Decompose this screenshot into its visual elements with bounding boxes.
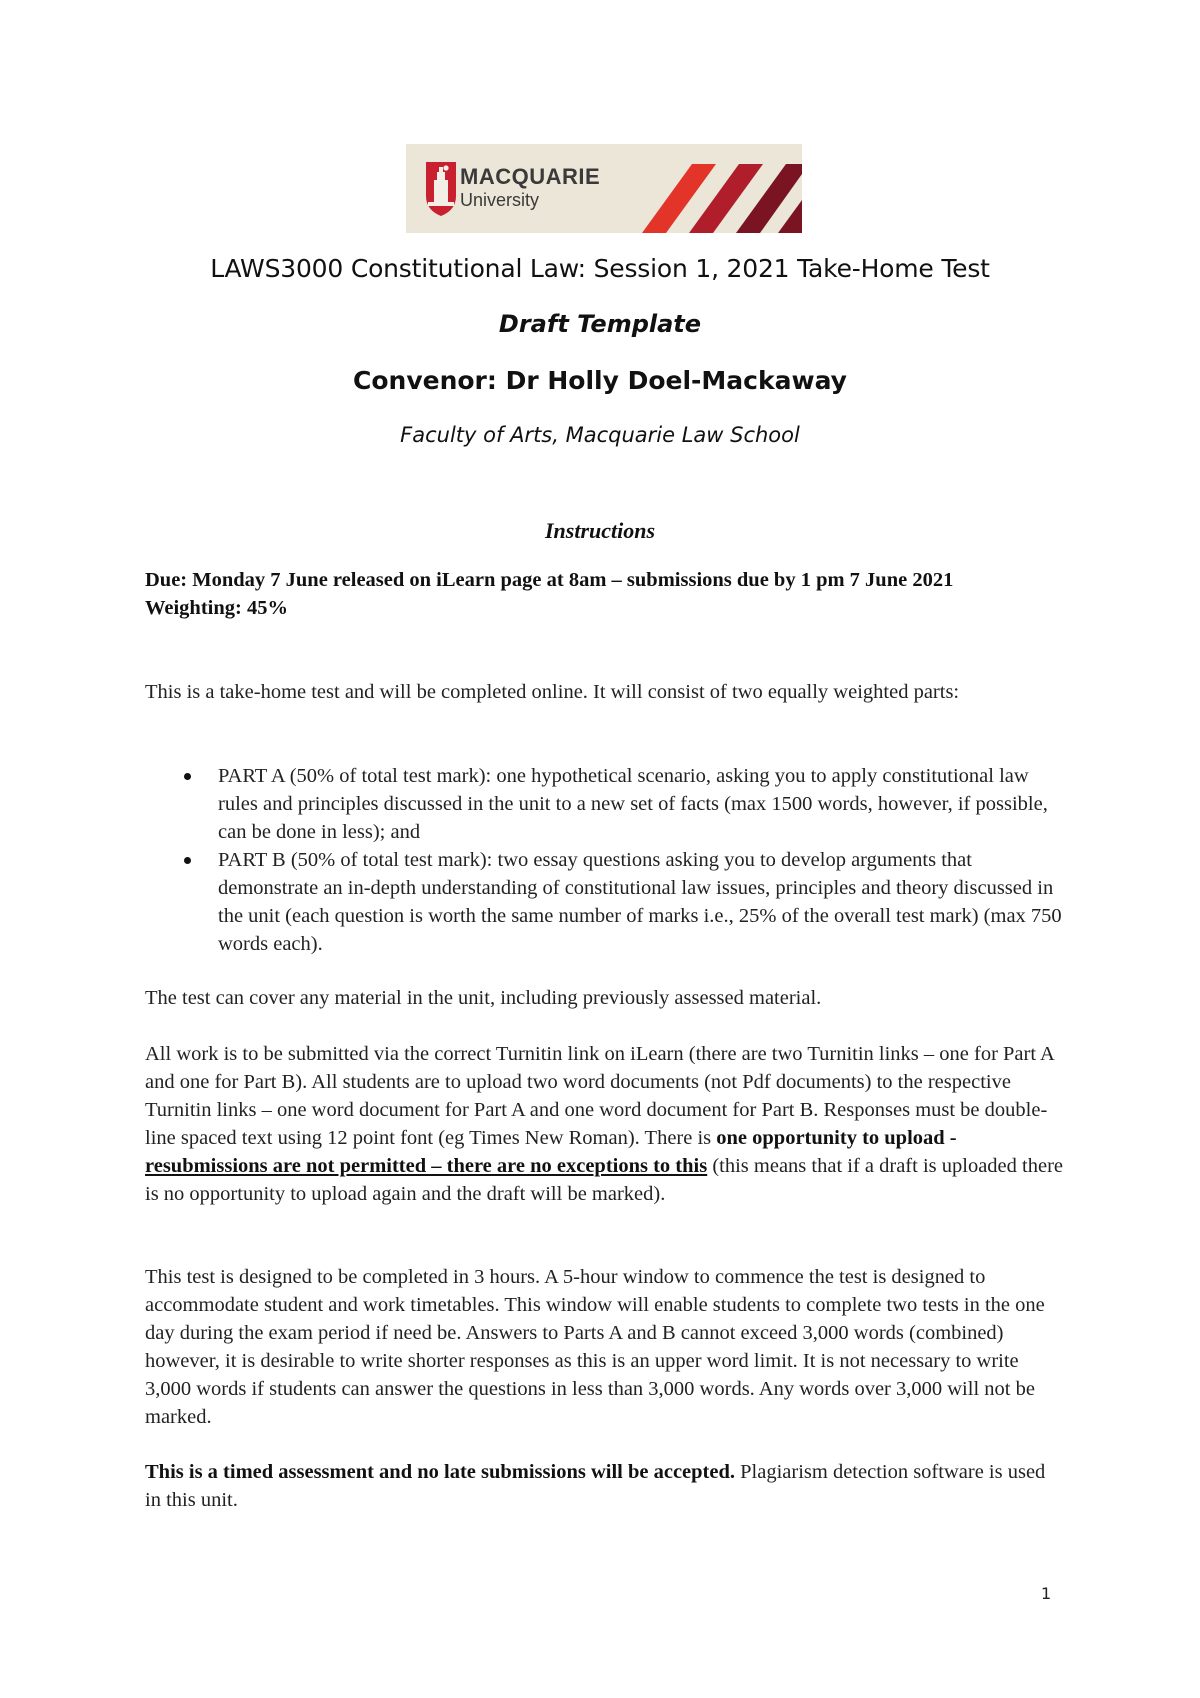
timed-emphasis: This is a timed assessment and no late submissions will be accepted. — [145, 1461, 736, 1483]
university-logo-banner — [406, 144, 802, 233]
due-block — [145, 566, 1065, 622]
submission-paragraph — [145, 1040, 1065, 1208]
crest-icon — [426, 162, 456, 216]
timed-text — [145, 1458, 1065, 1514]
part-b-text: PART B (50% of total test mark): two essay questions asking you to develop arguments that demonstrate an in-depth understanding of constitutional law issues, principles and theory discussed in the unit (each question is worth the same number of marks i.e., 25% of the overall test mark) (max 750 words each). — [218, 849, 1062, 955]
page-number: 1 — [1041, 1584, 1052, 1603]
coverage-text: The test can cover any material in the unit, including previously assessed material. — [145, 987, 822, 1009]
bullet-icon — [184, 857, 191, 864]
logo-name-line-1: MACQUARIE — [460, 164, 601, 189]
weighting: Weighting: 45% — [145, 597, 288, 619]
faculty-line: Faculty of Arts, Macquarie Law School — [400, 423, 800, 447]
bullet-icon — [184, 773, 191, 780]
submission-text — [145, 1040, 1065, 1208]
due-date: Due: Monday 7 June released on iLearn page at 8am – submissions due by 1 pm 7 June 2021 — [145, 569, 954, 591]
logo-wordmark — [460, 166, 600, 209]
list-item — [145, 846, 1065, 958]
no-resubmission-emphasis: resubmissions are not permitted – there are no exceptions to this — [145, 1155, 708, 1177]
intro-paragraph — [145, 678, 1065, 706]
timing-paragraph — [145, 1263, 1065, 1431]
convenor-line: Convenor: Dr Holly Doel-Mackaway — [353, 366, 847, 395]
coverage-paragraph — [145, 984, 1065, 1012]
upload-once-emphasis: one opportunity to upload - — [716, 1127, 957, 1149]
submission-text-1: All work is to be submitted via the correct Turnitin link on iLearn (there are two Turnitin links – one for Part A and one for Part B). All students are to upload two word documents (not Pdf documents) to the respective Turnitin links – one word document for Part A and one word document for Part B. Responses must be double-line spaced text using 12 point font (eg Times New Roman). There is — [145, 1043, 1054, 1149]
timing-text: This test is designed to be completed in 3 hours. A 5-hour window to commence the test is designed to accommodate student and work timetables. This window will enable students to complete two tests in the one day during the exam period if need be. Answers to Parts A and B cannot exceed 3,000 words (combined) however, it is desirable to write shorter responses as this is an upper word limit. It is not necessary to write 3,000 words if students can answer the questions in less than 3,000 words. Any words over 3,000 will not be marked. — [145, 1266, 1045, 1428]
timed-assessment-paragraph — [145, 1458, 1065, 1514]
document-title: LAWS3000 Constitutional Law: Session 1, 2021 Take-Home Test — [210, 254, 990, 283]
logo-name-line-2: University — [460, 190, 540, 210]
submission-text-2: (this means that if a draft is uploaded there is no opportunity to upload again and the draft will be marked). — [145, 1155, 1063, 1205]
parts-list — [145, 762, 1065, 958]
list-item — [145, 762, 1065, 846]
plagiarism-text: Plagiarism detection software is used in this unit. — [145, 1461, 1046, 1511]
instructions-heading: Instructions — [544, 518, 656, 543]
document-subtitle: Draft Template — [498, 310, 702, 338]
part-a-text: PART A (50% of total test mark): one hypothetical scenario, asking you to apply constitutional law rules and principles discussed in the unit to a new set of facts (max 1500 words, however, if possible, can be done in less); and — [218, 765, 1048, 843]
intro-text: This is a take-home test and will be completed online. It will consist of two equally weighted parts: — [145, 681, 960, 703]
